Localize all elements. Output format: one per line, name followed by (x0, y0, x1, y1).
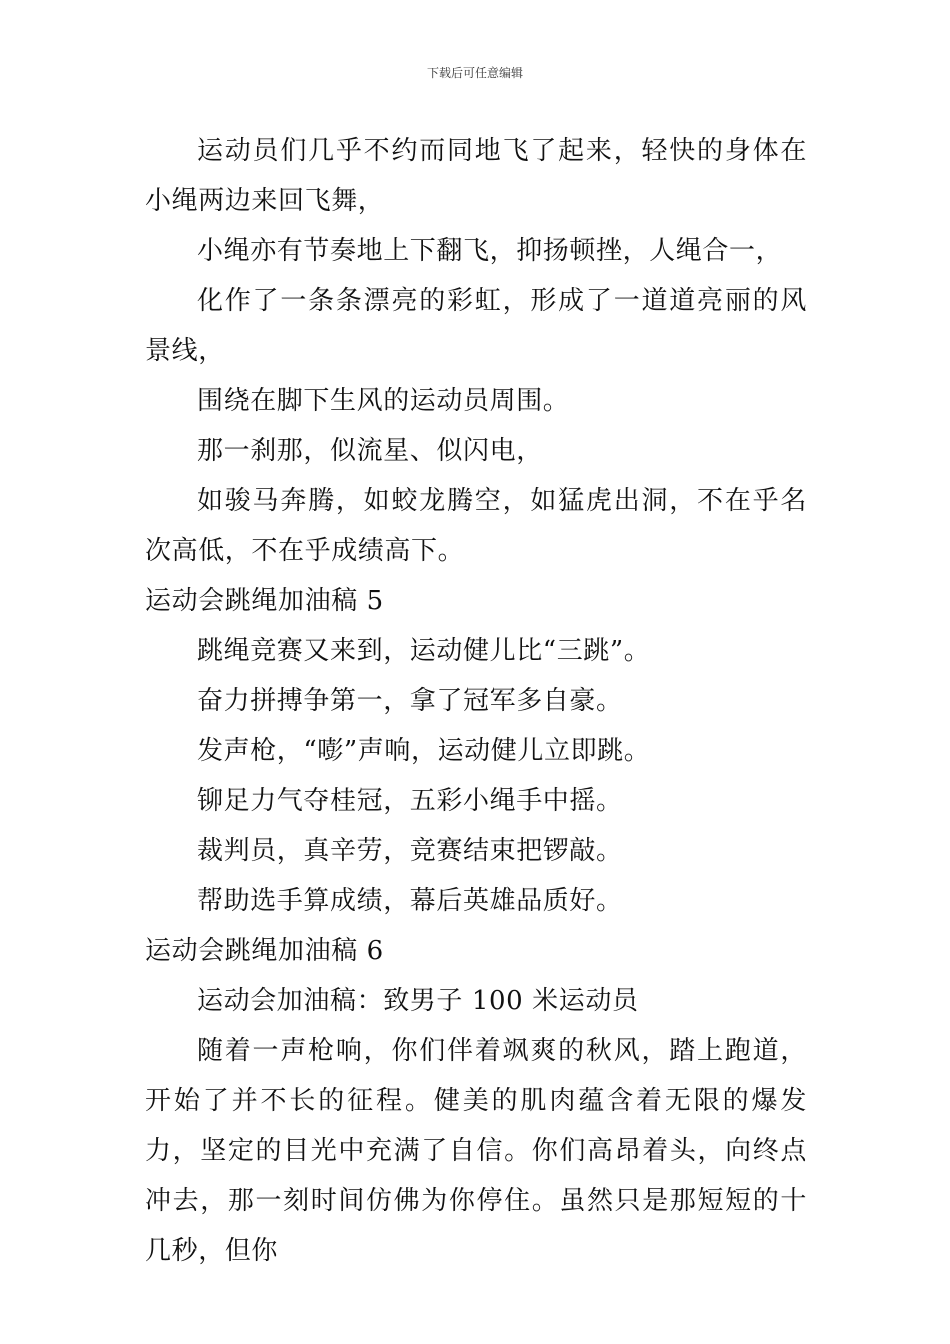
paragraph: 那一刹那，似流星、似闪电， (197, 436, 543, 466)
paragraph: 跳绳竞赛又来到，运动健儿比“三跳”。 (197, 636, 651, 666)
section-heading-5: 运动会跳绳加油稿 5 (145, 586, 384, 616)
paragraph: 奋力拼搏争第一，拿了冠军多自豪。 (197, 686, 623, 716)
paragraph: 裁判员，真辛劳，竞赛结束把锣敲。 (197, 836, 623, 866)
paragraph: 发声枪，“嘭”声响，运动健儿立即跳。 (197, 736, 651, 766)
paragraph: 随着一声枪响，你们伴着飒爽的秋风，踏上跑道，开始了并不长的征程。健美的肌肉蕴含着无限的爆发力，坚定的目光中充满了自信。你们高昂着头，向终点冲去，那一刻时间仿佛为你停住。虽然只是那短短的十几秒，但你 (145, 1036, 807, 1266)
paragraph: 围绕在脚下生风的运动员周围。 (197, 386, 570, 416)
paragraph: 运动员们几乎不约而同地飞了起来，轻快的身体在小绳两边来回飞舞， (145, 136, 807, 216)
document-body (145, 126, 807, 1276)
page-header-note: 下载后可任意编辑 (426, 66, 523, 80)
paragraph: 小绳亦有节奏地上下翻飞，抑扬顿挫，人绳合一， (197, 236, 783, 266)
paragraph: 运动会加油稿：致男子 100 米运动员 (197, 986, 639, 1016)
paragraph: 如骏马奔腾，如蛟龙腾空，如猛虎出洞，不在乎名次高低，不在乎成绩高下。 (145, 486, 807, 566)
paragraph: 帮助选手算成绩，幕后英雄品质好。 (197, 886, 623, 916)
paragraph: 铆足力气夺桂冠，五彩小绳手中摇。 (197, 786, 623, 816)
section-heading-6: 运动会跳绳加油稿 6 (145, 936, 384, 966)
paragraph: 化作了一条条漂亮的彩虹，形成了一道道亮丽的风景线， (145, 286, 807, 366)
